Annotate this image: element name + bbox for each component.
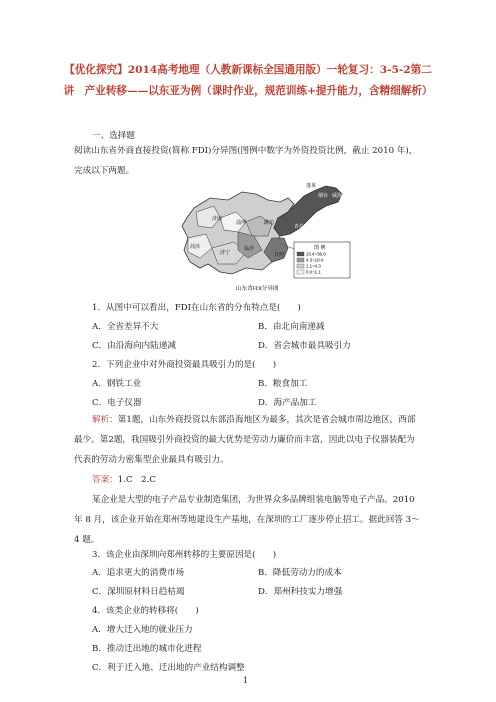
legend-swatch: [297, 258, 304, 262]
passage-2: [74, 490, 422, 550]
map-legend: [294, 242, 350, 278]
city-penglai: 蓬莱: [306, 183, 317, 189]
q4-option-b: B．推动迁出地的城市化进程: [92, 644, 202, 654]
q4-option-c: C．利于迁入地、迁出地的产业结构调整: [92, 663, 245, 673]
question-2: 2．下列企业中对外商投资最具吸引力的是( ): [92, 360, 277, 370]
shandong-fdi-map: [176, 178, 354, 294]
page-number: 1: [243, 676, 249, 685]
q2-option-b: B．粮食加工: [258, 379, 308, 389]
section-heading: 一、选择题: [92, 131, 135, 141]
city-heze: 菏泽: [190, 244, 201, 250]
q2-option-a: A．钢铁工业: [92, 379, 142, 389]
city-jining: 济宁: [220, 250, 231, 256]
answer-text: 1.C 2.C: [117, 475, 156, 485]
legend-range: 4.3~10.4: [306, 257, 324, 263]
city-weihai: 威海: [332, 193, 343, 199]
q3-option-a: A．追求更大的消费市场: [92, 568, 185, 578]
question-4: 4．该类企业的转移将( ): [92, 606, 199, 616]
answer-line: [92, 474, 156, 486]
map-caption: 山东省FDI分异图: [236, 286, 279, 292]
legend-swatch: [297, 252, 304, 256]
city-jinan: 济南: [212, 216, 223, 222]
legend-title: 图 例: [314, 245, 326, 251]
city-yantai: 烟台: [318, 193, 329, 199]
passage-2-text: 某企业是大型的电子产品专业制造集团，为世界众多品牌组装电脑等电子产品。2010 年 8 月，该企业开始在郑州等地建设生产基地，在深圳的工厂逐步停止招工。据此回答 3～4 题。: [74, 495, 420, 545]
q1-option-c: C．由沿海向内陆递减: [92, 341, 176, 351]
q1-option-b: B．由北向南递减: [258, 322, 325, 332]
intro-paragraph: 阅读山东省外商直接投资(简称 FDI)分异图(图例中数字为外资投资比例，截止 2010 年)，完成以下两题。: [74, 146, 418, 176]
city-rizhao: 日照: [274, 252, 285, 258]
analysis-label: 解析：: [92, 415, 118, 425]
question-1: 1．从图中可以看出，FDI在山东省的分布特点是( ): [92, 303, 301, 313]
q1-option-d: D．省会城市最具吸引力: [258, 341, 351, 351]
legend-swatch: [297, 264, 304, 268]
city-zibo: 淄博: [236, 220, 247, 226]
legend-swatch: [297, 270, 304, 274]
question-3: 3．该企业由深圳向郑州转移的主要原因是( ): [92, 550, 277, 560]
legend-range: 0.0~1.1: [306, 269, 321, 275]
analysis-paragraph: [74, 410, 422, 470]
q3-option-b: B．降低劳动力的成本: [258, 568, 342, 578]
q1-option-a: A．全省差异不大: [92, 322, 159, 332]
city-qingdao: 青岛: [294, 224, 305, 230]
document-title: 【优化探究】2014高考地理（人教新课标全国通用版）一轮复习：3-5-2第二讲 产业转移——以东亚为例（课时作业，规范训练+提升能力，含精细解析）: [63, 64, 433, 97]
q3-option-d: D．郑州科技实力增强: [258, 587, 343, 597]
city-linyi: 临沂: [244, 246, 255, 252]
legend-range: 1.1~4.3: [306, 263, 321, 269]
q2-option-c: C．电子仪器: [92, 398, 142, 408]
q3-option-c: C．深圳原材料日趋枯竭: [92, 587, 185, 597]
q4-option-a: A．增大迁入地的就业压力: [92, 625, 193, 635]
city-weifang: 潍坊: [264, 220, 275, 226]
analysis-text: 第1题，山东外商投资以东部沿海地区为最多，其次是省会城市周边地区，西部最少。第2题，我国吸引外商投资的最大优势是劳动力廉价而丰富，因此以电子仪器装配为代表的劳动力密集型企业最具有吸引力。: [74, 415, 416, 465]
answer-label: 答案：: [92, 475, 118, 485]
q2-option-d: D．海产品加工: [258, 398, 317, 408]
legend-range: 10.4~36.0: [306, 251, 326, 257]
